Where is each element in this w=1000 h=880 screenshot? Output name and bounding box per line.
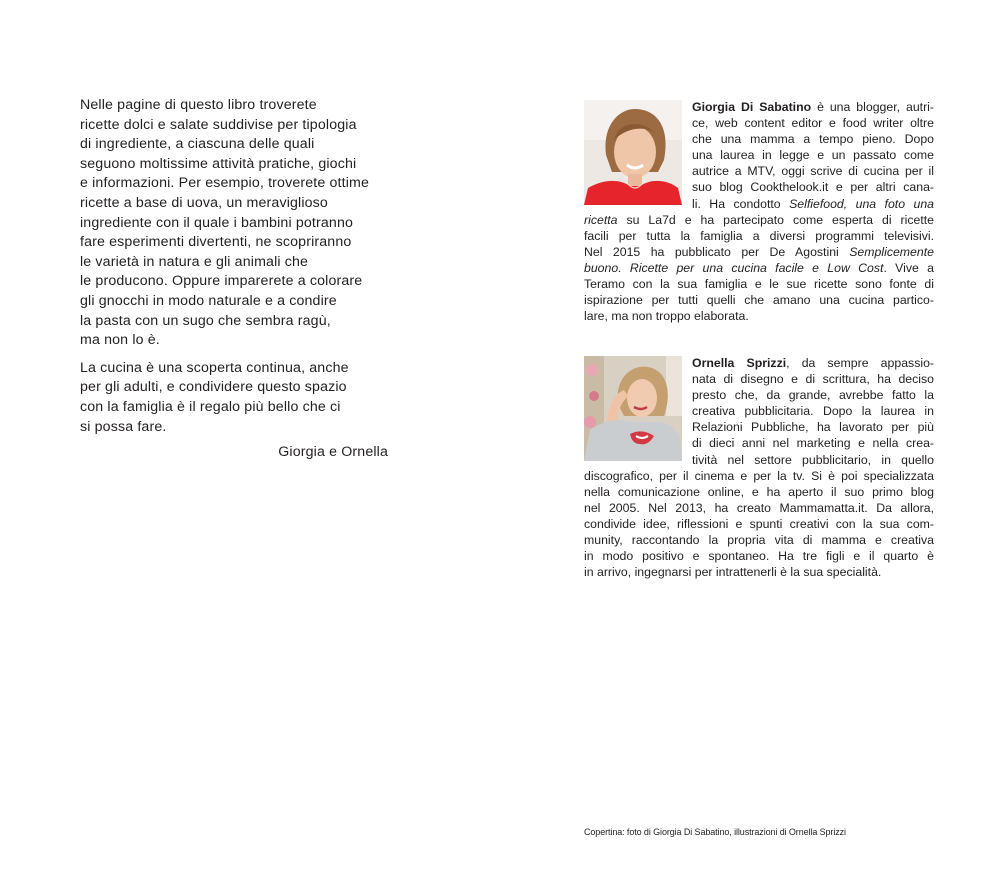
bio-line: tività nel settore pubblicitario, in quello bbox=[692, 452, 934, 467]
bio-line: Giorgia Di Sabatino è una blogger, autri- bbox=[692, 100, 934, 114]
intro-line: ingrediente con il quale i bambini potranno bbox=[80, 214, 354, 231]
bio-line: Ornella Sprizzi, da sempre appassio- bbox=[692, 356, 935, 370]
bio-line: in modo positivo e spontaneo. Ha tre figli e il quarto è bbox=[584, 549, 934, 564]
intro-line: per gli adulti, e condividere questo spazio bbox=[80, 379, 347, 396]
bio-line: nel 2005. Nel 2013, ha creato Mammamatta.it. Da allora, bbox=[584, 500, 934, 515]
intro-text bbox=[80, 96, 402, 463]
intro-line: La cucina è una scoperta continua, anche bbox=[80, 359, 349, 376]
intro-line: la pasta con un sugo che sembra ragù, bbox=[80, 312, 331, 329]
intro-line: si possa fare. bbox=[80, 418, 167, 435]
bio-line: li. Ha condotto Selfiefood, una foto una bbox=[692, 196, 934, 211]
bio-line: munity, raccontando la propria vita di mamma e creativa bbox=[584, 533, 934, 548]
bio-line: in arrivo, ingegnarsi per intrattenerli è la sua specialità. bbox=[584, 565, 882, 580]
intro-line: ricette a base di uova, un meraviglioso bbox=[80, 194, 328, 211]
bio-line: buono. Ricette per una cucina facile e Low Cost. Vive a bbox=[584, 260, 934, 275]
bio-line: nata di disegno e di scrittura, ha deciso bbox=[692, 372, 934, 387]
bio-line: discografico, per il cinema e per la tv. Si è poi specializzata bbox=[584, 468, 934, 483]
bio-line: ce, web content editor e food writer oltre bbox=[692, 116, 934, 131]
bio-line: nella comunicazione online, e ha aperto il suo primo blog bbox=[584, 484, 934, 499]
bio-line: che una mamma a tempo pieno. Dopo bbox=[692, 132, 934, 147]
intro-line: con la famiglia è il regalo più bello che ci bbox=[80, 398, 341, 415]
bio-line: creativa pubblicitaria. Dopo la laurea in bbox=[692, 404, 934, 419]
intro-line: ricette dolci e salate suddivise per tipologia bbox=[80, 116, 357, 133]
intro-line: fare esperimenti divertenti, ne scopriranno bbox=[80, 234, 352, 251]
bio-line: facili per tutta la famiglia a diversi programmi televisivi. bbox=[584, 228, 934, 243]
intro-line: ma non lo è. bbox=[80, 332, 160, 349]
intro-line: e informazioni. Per esempio, troverete ottime bbox=[80, 175, 370, 192]
signature: Giorgia e Ornella bbox=[278, 444, 388, 461]
bio-line: autrice a MTV, oggi scrive di cucina per il bbox=[692, 164, 934, 179]
bio-line: presto che, da grande, avrebbe fatto la bbox=[692, 388, 934, 403]
bio-line: una laurea in legge e un passato come bbox=[692, 148, 934, 163]
cover-credit-caption: Copertina: foto di Giorgia Di Sabatino, illustrazioni di Ornella Sprizzi bbox=[584, 827, 846, 837]
bio-line: suo blog Cookthelook.it e per altri cana- bbox=[692, 180, 934, 195]
bio-line: lare, ma non troppo elaborata. bbox=[584, 309, 749, 324]
bio-line: condivide idee, riflessioni e spunti creativi con la sua com- bbox=[584, 516, 934, 531]
intro-line: le varietà in natura e gli animali che bbox=[80, 253, 309, 270]
intro-line: seguono moltissime attività pratiche, giochi bbox=[80, 155, 357, 172]
intro-line: di ingrediente, a ciascuna delle quali bbox=[80, 136, 315, 153]
bio-ornella bbox=[584, 355, 934, 580]
intro-line: gli gnocchi in modo naturale e a condire bbox=[80, 292, 337, 309]
bio-line: Teramo con la sua famiglia e le sue ricette sono fonte di bbox=[584, 277, 934, 292]
bio-giorgia bbox=[584, 99, 934, 324]
author-name: Giorgia Di Sabatino bbox=[692, 100, 812, 114]
paragraph-gap bbox=[80, 351, 402, 359]
bio-line: Nel 2015 ha pubblicato per De Agostini Semplicemente bbox=[584, 244, 934, 259]
bio-line: di dieci anni nel marketing e nella crea- bbox=[692, 436, 934, 451]
bio-line: ricetta su La7d e ha partecipato come esperta di ricette bbox=[584, 212, 934, 227]
bio-line: Relazioni Pubbliche, ha lavorato per più bbox=[692, 420, 934, 435]
intro-line: le producono. Oppure imparerete a colorare bbox=[80, 273, 363, 290]
author-name: Ornella Sprizzi bbox=[692, 356, 787, 370]
bio-line: ispirazione per tutti quelli che amano una cucina partico- bbox=[584, 293, 934, 308]
intro-line: Nelle pagine di questo libro troverete bbox=[80, 97, 317, 113]
